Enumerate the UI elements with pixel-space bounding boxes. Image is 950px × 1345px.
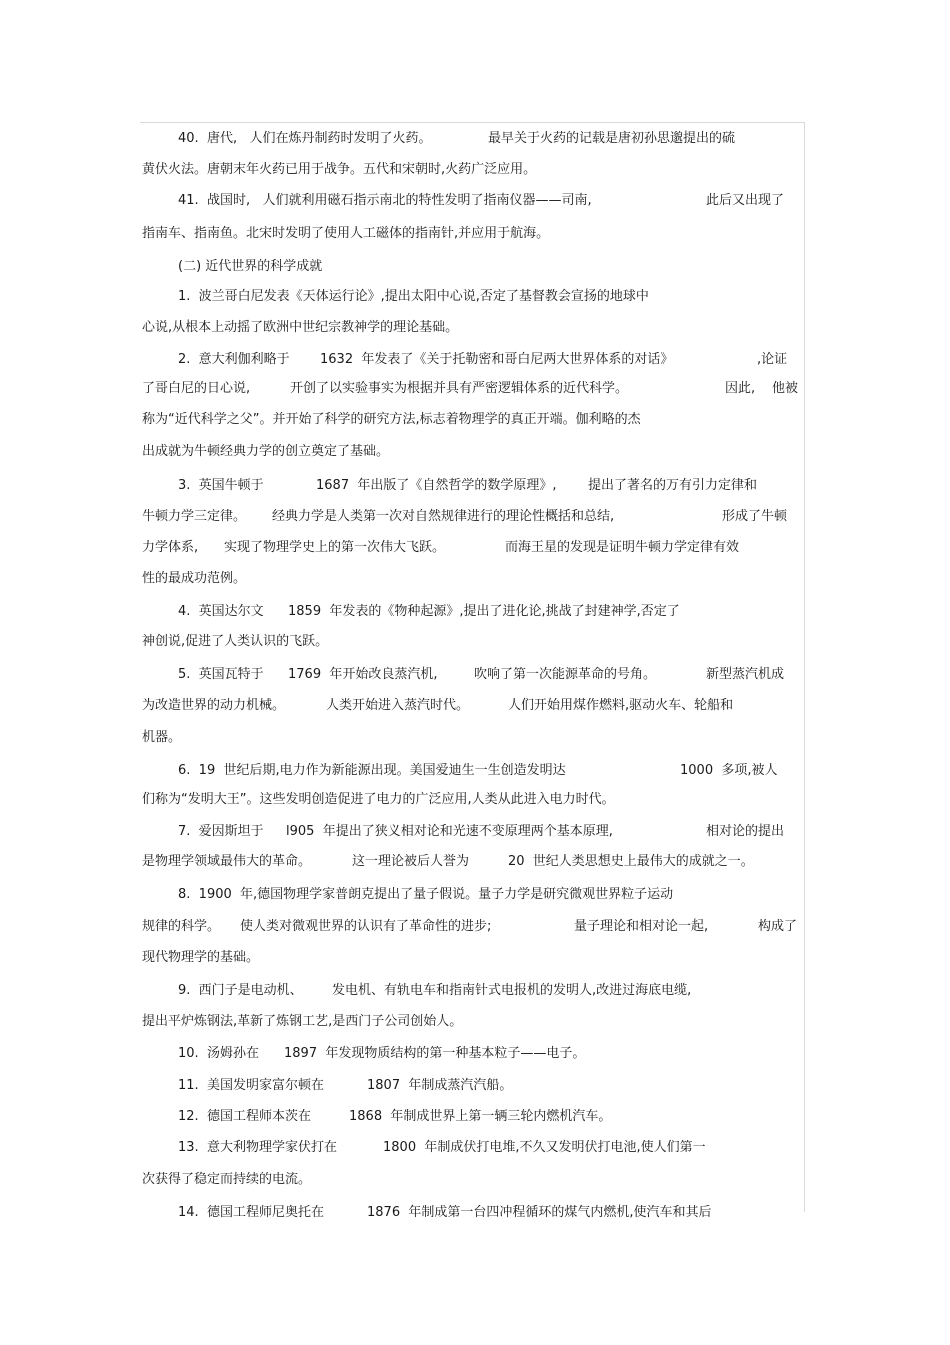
- text-segment: 7. 爱因斯坦于: [178, 824, 264, 839]
- text-segment: 经典力学是人类第一次对自然规律进行的理论性概括和总结,: [272, 509, 615, 524]
- text-segment: 1687 年出版了《自然哲学的数学原理》,: [316, 478, 557, 493]
- text-segment: 构成了: [758, 919, 798, 934]
- text-segment: 人们开始用煤作燃料,驱动火车、轮船和: [508, 698, 734, 713]
- text-segment: 1800 年制成伏打电堆,不久又发明伏打电池,使人们第一: [383, 1140, 706, 1155]
- text-segment: 10. 汤姆孙在: [178, 1046, 259, 1061]
- text-segment: 6. 19 世纪后期,电力作为新能源出现。美国爱迪生一生创造发明达: [178, 763, 566, 778]
- text-segment: 使人类对微观世界的认识有了革命性的进步;: [240, 919, 492, 934]
- text-segment: 现代物理学的基础。: [142, 950, 260, 965]
- text-segment: 相对论的提出: [706, 824, 785, 839]
- text-segment: 14. 德国工程师尼奥托在: [178, 1205, 324, 1220]
- text-segment: 为改造世界的动力机械。: [142, 698, 286, 713]
- text-segment: 提出平炉炼钢法,革新了炼钢工艺,是西门子公司创始人。: [142, 1014, 463, 1029]
- text-segment: 41. 战国时, 人们就利用磁石指示南北的特性发明了指南仪器——司南,: [178, 193, 592, 208]
- text-segment: 指南车、指南鱼。北宋时发明了使用人工磁体的指南针,并应用于航海。: [142, 226, 550, 241]
- text-segment: 12. 德国工程师本茨在: [178, 1109, 311, 1124]
- text-segment: 们称为“发明大王”。这些发明创造促进了电力的广泛应用,人类从此进入电力时代。: [142, 792, 615, 807]
- text-segment: 1. 波兰哥白尼发表《天体运行论》,提出太阳中心说,否定了基督教会宣扬的地球中: [178, 289, 649, 304]
- text-segment: 力学体系,: [142, 540, 199, 555]
- text-segment: 1897 年发现物质结构的第一种基本粒子——电子。: [284, 1046, 586, 1061]
- text-segment: 3. 英国牛顿于: [178, 478, 264, 493]
- text-segment: 11. 美国发明家富尔顿在: [178, 1078, 324, 1093]
- text-segment: 发电机、有轨电车和指南针式电报机的发明人,改进过海底电缆,: [332, 983, 692, 998]
- text-segment: 实现了物理学史上的第一次伟大飞跃。: [224, 540, 446, 555]
- text-segment: l905 年提出了狭义相对论和光速不变原理两个基本原理,: [286, 824, 613, 839]
- text-segment: 1807 年制成蒸汽汽船。: [367, 1078, 513, 1093]
- text-segment: 形成了牛顿: [722, 509, 788, 524]
- text-segment: 4. 英国达尔文: [178, 604, 264, 619]
- text-segment: 牛顿力学三定律。: [142, 509, 247, 524]
- text-segment: 1769 年开始改良蒸汽机,: [288, 667, 438, 682]
- text-segment: ,论证: [757, 352, 788, 367]
- text-segment: 次获得了稳定而持续的电流。: [142, 1172, 312, 1187]
- text-segment: 提出了著名的万有引力定律和: [588, 478, 758, 493]
- text-segment: 黄伏火法。唐朝末年火药已用于战争。五代和宋朝时,火药广泛应用。: [142, 162, 537, 177]
- text-segment: 1868 年制成世界上第一辆三轮内燃机汽车。: [349, 1109, 612, 1124]
- text-segment: 是物理学领域最伟大的革命。: [142, 854, 312, 869]
- text-segment: 心说,从根本上动摇了欧洲中世纪宗教神学的理论基础。: [142, 320, 459, 335]
- text-segment: 他被: [772, 381, 799, 396]
- text-segment: 开创了以实验事实为根据并具有严密逻辑体系的近代科学。: [290, 381, 629, 396]
- text-segment: 机器。: [142, 730, 182, 745]
- text-segment: 20 世纪人类思想史上最伟大的成就之一。: [508, 854, 754, 869]
- text-segment: (二) 近代世界的科学成就: [178, 259, 323, 274]
- text-segment: 2. 意大利伽利略于: [178, 352, 290, 367]
- text-segment: 量子理论和相对论一起,: [574, 919, 709, 934]
- text-segment: 性的最成功范例。: [142, 571, 247, 586]
- text-segment: 40. 唐代, 人们在炼丹制药时发明了火药。: [178, 131, 432, 146]
- text-segment: 而海王星的发现是证明牛顿力学定律有效: [505, 540, 740, 555]
- text-segment: 5. 英国瓦特于: [178, 667, 264, 682]
- text-segment: 出成就为牛顿经典力学的创立奠定了基础。: [142, 444, 390, 459]
- text-segment: 称为“近代科学之父”。并开始了科学的研究方法,标志着物理学的真正开端。伽利略的杰: [142, 412, 641, 427]
- text-segment: 新型蒸汽机成: [706, 667, 785, 682]
- text-segment: 规律的科学。: [142, 919, 221, 934]
- text-segment: 8. 1900 年,德国物理学家普朗克提出了量子假说。量子力学是研究微观世界粒子运动: [178, 887, 674, 902]
- text-segment: 人类开始进入蒸汽时代。: [326, 698, 470, 713]
- text-segment: 神创说,促进了人类认识的飞跃。: [142, 634, 329, 649]
- text-segment: 1859 年发表的《物种起源》,提出了进化论,挑战了封建神学,否定了: [288, 604, 680, 619]
- text-segment: 1000 多项,被人: [680, 763, 778, 778]
- text-segment: 因此,: [725, 381, 756, 396]
- text-segment: 此后又出现了: [706, 193, 785, 208]
- text-segment: 吹响了第一次能源革命的号角。: [474, 667, 657, 682]
- text-segment: 这一理论被后人誉为: [352, 854, 470, 869]
- text-segment: 13. 意大利物理学家伏打在: [178, 1140, 337, 1155]
- text-segment: 1632 年发表了《关于托勒密和哥白尼两大世界体系的对话》: [320, 352, 674, 367]
- text-segment: 9. 西门子是电动机、: [178, 983, 303, 998]
- text-segment: 1876 年制成第一台四冲程循环的煤气内燃机,使汽车和其后: [367, 1205, 712, 1220]
- text-segment: 了哥白尼的日心说,: [142, 381, 251, 396]
- text-segment: 最早关于火药的记载是唐初孙思邈提出的硫: [488, 131, 736, 146]
